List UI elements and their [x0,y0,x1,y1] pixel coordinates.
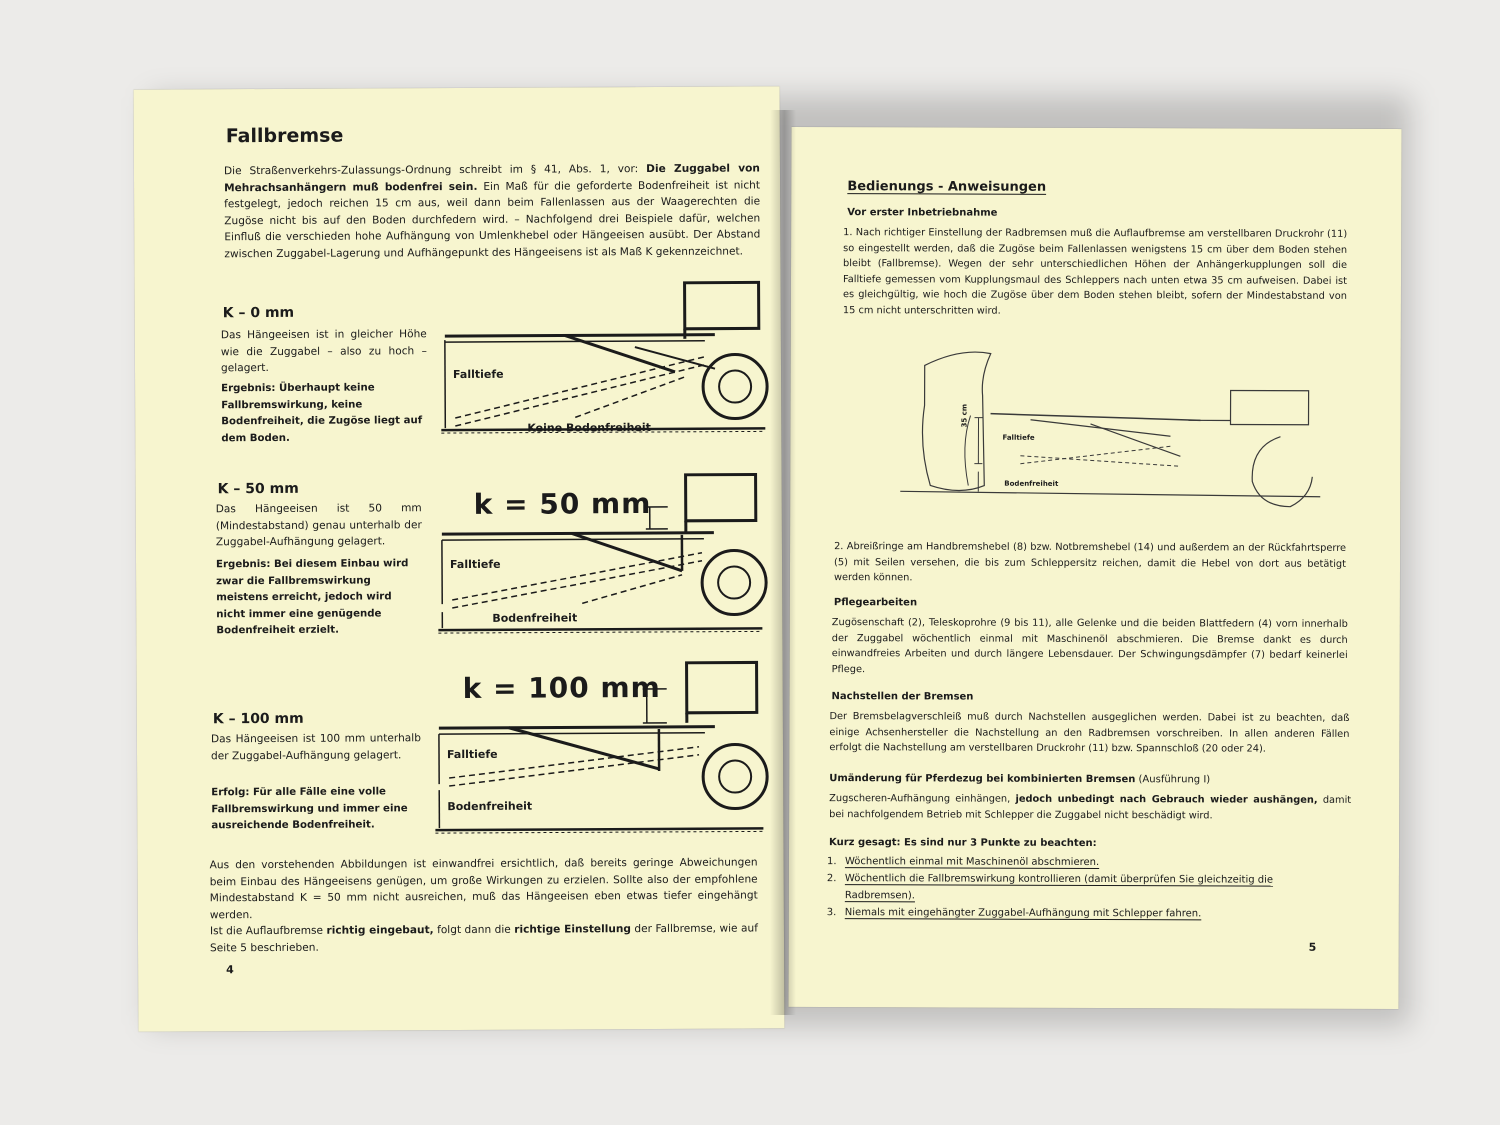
intro-paragraph [224,160,761,262]
example-k100-result [211,784,421,835]
pflege-paragraph: Zugösenschaft (2), Teleskoprohre (9 bis 11), alle Gelenke und die beiden Blattfedern (4) vorn innerhalb der Zuggabel wöchentlich einmal mit Maschinenöl abschmieren. Die Bremse dankt es durch einwandfreies Arbeiten und durch längere Lebensdauer. Der Schwingungsdämpfer (7) bedarf keinerlei Pflege. [831,617,1348,675]
diagram-drawbar [991,414,1201,421]
pferdezug-bold: jedoch unbedingt nach Gebrauch wieder aushängen, [1015,793,1318,806]
diagram-35cm-label: 35 cm [960,403,969,428]
pferdezug-paragraph [829,791,1351,824]
section-heading-pferdezug [829,773,1210,785]
diagram-bodenfreiheit-label: Bodenfreiheit [1004,479,1059,488]
diagram-k50 [432,470,763,640]
example-k50-result-lead: Ergebnis: [215,558,271,571]
diagram-k0-bodenfreiheit-label: Keine Bodenfreiheit [527,420,651,435]
example-k0-result [221,380,427,447]
summary-point-1-text: Wöchentlich einmal mit Maschinenöl abschmieren. [844,856,1100,869]
diagram-trailer-box [1231,390,1309,424]
summary-point-3-text: Niemals mit eingehängter Zuggabel-Aufhängung mit Schlepper fahren. [844,907,1202,920]
right-page [788,127,1401,1009]
diagram-k100-trailer-body [687,662,757,712]
page-title-fallbremse: Fallbremse [225,124,344,148]
diagram-k100-bodenfreiheit-label: Bodenfreiheit [447,799,533,814]
diagram-tractor-trailer [900,345,1321,516]
intro-text-1: Die Straßenverkehrs-Zulassungs-Ordnung schreibt im § 41, Abs. 1, vor: [223,163,647,178]
summary-point-2-text: Wöchentlich die Fallbremswirkung kontrollieren (damit überprüfen Sie gleichzeitig die Radbremsen). [844,873,1274,902]
diagram-k100-wheel [703,744,767,808]
conclusion-text-3: folgt dann die [433,923,515,937]
summary-point-2-num: 2. [826,873,837,885]
nachstellen-paragraph: Der Bremsbelagverschleiß muß durch Nachstellen ausgeglichen werden. Dabei ist zu beachten, daß einige Achsenhersteller die Nachstellung an den Radbremsen vorschreiben. In allen anderen Fällen erfolgt die Nachstellung am verstellbaren Druckrohr (11) bzw. Spannschloß (20 oder 24). [829,711,1350,755]
section-heading-pflegearbeiten: Pflegearbeiten [833,597,918,609]
section-heading-pferdezug-title: Umänderung für Pferdezug bei kombinierten Bremsen [829,773,1136,786]
example-k0-result-lead: Ergebnis: [221,382,276,395]
summary-point-1-num: 1. [826,856,837,868]
pferdezug-text-2: damit bei nachfolgendem Betrieb mit Schlepper die Zuggabel nicht beschädigt wird. [829,794,1352,822]
booklet-gutter [770,110,796,1015]
example-k0-label: K – 0 mm [222,304,295,322]
conclusion-text-1: Aus den vorstehenden Abbildungen ist einwandfrei ersichtlich, daß bereits geringe Abweichungen beim Einbau des Hängeeisens genügen, um große Wirkungen zu erzielen. Sollte also der empfohlene Mindestabstand K = 50 mm nicht ausreichen, muß das Hängeeisen eben etwas tiefer eingehängt werden. [209,856,758,921]
conclusion-text-2: Ist die Auflaufbremse [209,924,327,938]
example-k50-result [216,556,422,640]
example-k100-description: Das Hängeeisen ist 100 mm unterhalb der Zuggabel-Aufhängung gelagert. [210,732,421,762]
summary-point-2 [827,870,1347,906]
summary-point-3 [827,904,1347,923]
conclusion-paragraph [210,854,759,956]
diagram-k50-falltiefe-label: Falltiefe [449,557,501,572]
diagram-k0-wheel [703,354,767,418]
example-k100-result-lead: Erfolg: [211,787,250,799]
example-k100-result-text: Für alle Fälle eine volle Fallbremswirkung und immer eine ausreichende Bodenfreiheit. [211,786,408,832]
diagram-k50-ground [438,628,762,630]
diagram-k50-big-label: k = 50 mm [473,486,652,521]
diagram-k100-ground [435,828,763,830]
section-heading-kurz-gesagt: Kurz gesagt: Es sind nur 3 Punkte zu beachten: [829,837,1097,850]
example-k0-result-text: Überhaupt keine Fallbremswirkung, keine Bodenfreiheit, die Zugöse liegt auf dem Boden. [221,382,423,444]
diagram-k0-drawbar [445,335,715,336]
diagram-k100-big-label: k = 100 mm [462,670,661,705]
diagram-k50-bodenfreiheit-label: Bodenfreiheit [492,611,578,625]
conclusion-bold-1: richtig eingebaut, [326,924,434,937]
diagram-falltiefe-label: Falltiefe [1002,433,1035,442]
page-number-right: 5 [1308,940,1317,954]
diagram-tractor-body [922,352,990,491]
intro-text-2: Ein Maß für die geforderte Bodenfreiheit ist nicht festgelegt, jedoch reichen 15 cm aus, weil dann beim Fallenlassen aus der Waagerechten die Zugöse nicht bis auf den Boden durchfedern wird. – Nachfolgend drei Beispiele dafür, welchen Einfluß die verschieden hohe Aufhängung von Umlenkhebel oder Hängeeisen ausübt. Der Abstand zwischen Zuggabel-Lagerung und Aufhängepunkt des Hängeeisens ist als Maß K gekennzeichnet. [224,178,761,260]
diagram-k0-falltiefe-label: Falltiefe [453,367,504,382]
conclusion-bold-2: richtige Einstellung [514,923,632,936]
page-title-bedienungsanweisungen: Bedienungs - Anweisungen [847,179,1047,195]
diagram-k100-drawbar [439,727,715,728]
summary-point-3-num: 3. [826,907,837,919]
instruction-item-1: 1. Nach richtiger Einstellung der Radbremsen muß die Auflaufbremse am verstellbaren Druckrohr (11) so eingestellt werden, daß die Zugöse beim Fallenlassen wenigstens 15 cm über dem Boden stehen bleibt (Fallbremse). Wegen der sehr unterschiedlichen Höhen der Anhängerkupplungen soll die Falltiefe gemessen vom Kupplungsmaul des Schleppers nach unten etwa 35 cm aufweisen. Dabei ist es gleichgültig, wie hoch die Zugöse über dem Boden stehen bleibt, sofern der Mindestabstand von 15 cm nicht unterschritten wird. [842,227,1348,317]
summary-list [827,853,1347,923]
example-k50-description: Das Hängeeisen ist 50 mm (Mindestabstand) genau unterhalb der Zuggabel-Aufhängung gelagert. [215,502,422,549]
diagram-k50-trailer-body [686,474,756,520]
diagram-k100-falltiefe-label: Falltiefe [446,747,498,762]
example-k100-label: K – 100 mm [212,710,304,728]
section-heading-pferdezug-suffix: (Ausführung I) [1135,774,1211,786]
diagram-k50-wheel [702,550,766,614]
left-page [134,86,785,1031]
summary-point-1 [827,853,1347,872]
example-k0-description: Das Hängeeisen ist in gleicher Höhe wie die Zuggabel – also zu hoch – gelagert. [220,328,427,375]
page-number-left: 4 [226,963,234,977]
section-heading-inbetriebnahme: Vor erster Inbetriebnahme [847,207,998,219]
instruction-item-2: 2. Abreißringe am Handbremshebel (8) bzw. Notbremshebel (14) und außerdem an der Rückfahrtsperre (5) mit Seilen versehen, die bis zum Schleppersitz reichen, damit die Hebel von dort aus betätigt werden können. [833,541,1347,584]
diagram-k0-trailer-body [685,282,759,328]
example-k50-label: K – 50 mm [217,480,299,498]
pferdezug-text-1: Zugscheren-Aufhängung einhängen, [829,793,1016,805]
diagram-k0 [435,276,766,443]
section-heading-nachstellen: Nachstellen der Bremsen [831,691,974,703]
example-k50-result-text: Bei diesem Einbau wird zwar die Fallbremswirkung meistens erreicht, jedoch wird nicht immer eine genügende Bodenfreiheit erzielt. [216,558,409,637]
intro-bold: Die Zuggabel von Mehrachsanhängern muß bodenfrei sein. [224,162,760,194]
conclusion-text-4: der Fallbremse, wie auf Seite 5 beschrieben. [210,922,758,954]
